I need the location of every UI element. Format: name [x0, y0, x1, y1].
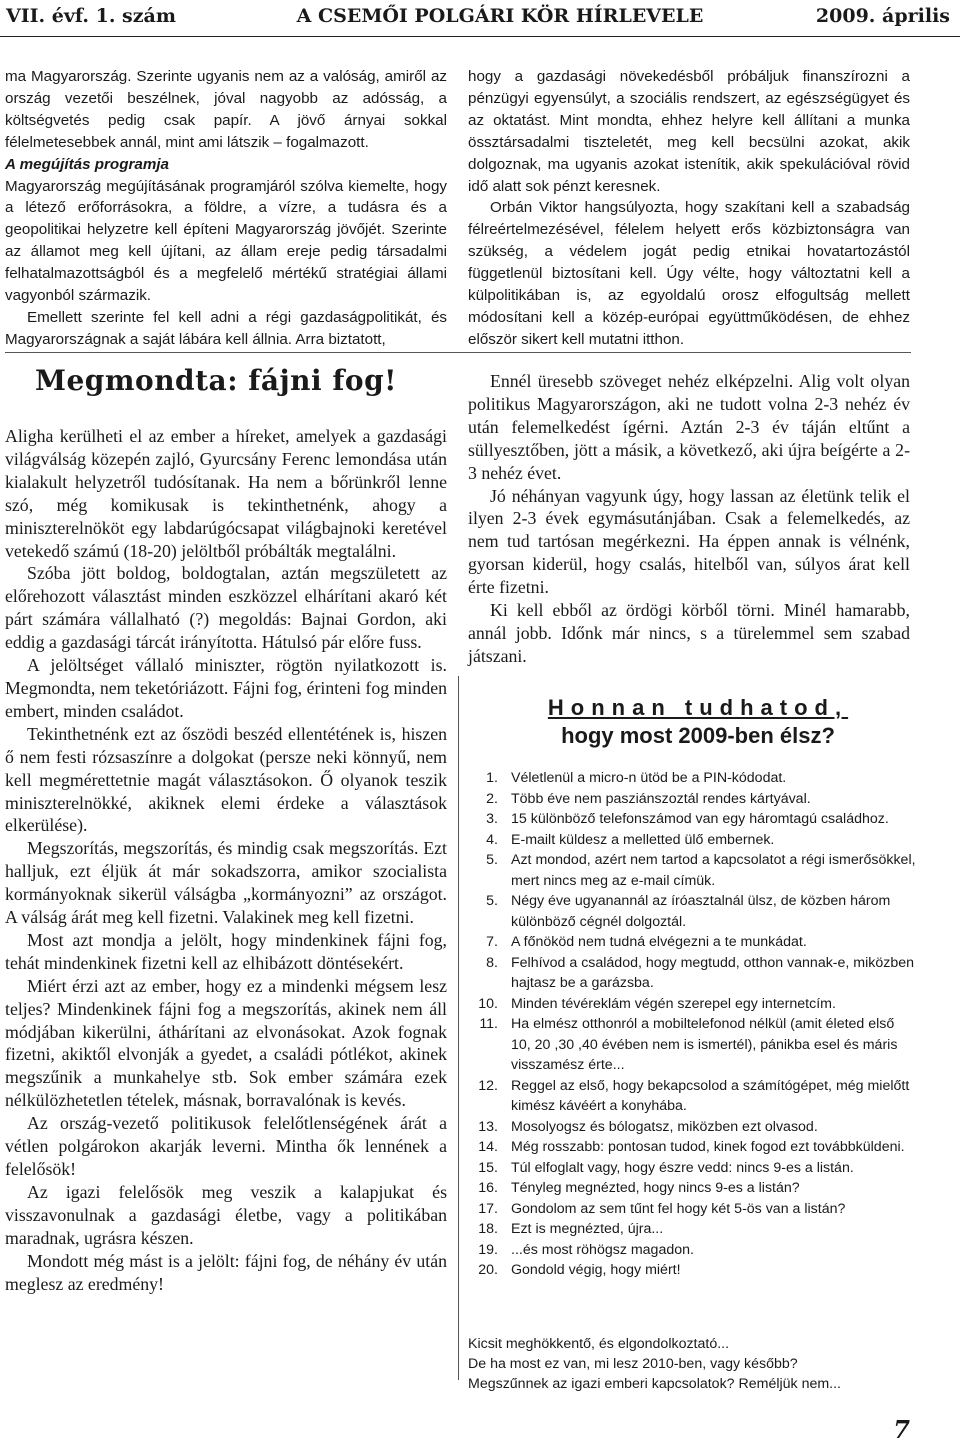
paragraph: Miért érzi azt az ember, hogy ez a mindenki mégsem lesz teljes? Mindenkinek fájni fog a megszorítás, akinek nem áll módjában kikerülni, áthárítani az elvonásokat. Azok fognak fizetni, akiktől elvonják a gyedet, a családi pótlékot, akinek megszűnik a munkahelye stb. Sok ember számára ezek nélkülözhetetlen tételek, másnak, borravalónak is kevés. — [5, 975, 447, 1111]
paragraph: Most azt mondja a jelölt, hogy mindenkinek fájni fog, tehát mindenkinek fizetni kell az elhibázott döntésekért. — [5, 929, 447, 973]
closing-line: De ha most ez van, mi lesz 2010-ben, vagy később? — [468, 1356, 798, 1372]
newsletter-title: A CSEMŐI POLGÁRI KÖR HÍRLEVELE — [296, 5, 704, 27]
list-item: 4. E-mailt küldesz a melletted ülő embernek. — [486, 831, 775, 848]
article-right-column — [468, 370, 910, 668]
column-rule — [458, 676, 459, 1380]
list-item: 8. Felhívod a családod, hogy megtudd, otthon vannak-e, miközben hajtasz be a garázsba. — [486, 954, 915, 991]
article-title: Megmondta: fájni fog! — [35, 364, 397, 397]
list-item: 18. Ezt is megnézted, újra... — [478, 1221, 664, 1237]
closing-line: Kicsit meghökkentő, és elgondolkoztató... — [468, 1336, 730, 1352]
paragraph: Szóba jött boldog, boldogtalan, aztán megszületett az előrehozott választást minden eszközzel elhárítani akaró két párt számára vállalható (?) megoldás: Bajnai Gordon, aki eddig a gazdasági tárcát irányította. Hátulsó pár előre fuss. — [5, 563, 447, 653]
section-subheading: A megújítás programja — [5, 155, 170, 173]
paragraph: Jó néhányan vagyunk úgy, hogy lassan az életünk telik el ilyen 2-3 évek egymásutánjában. Csak a felemelkedés, az nem tud tartósan megérkezni. Ha éppen annak is vélnénk, gyorsan kiderül, hogy csalás, hitelből van, súlyos árat kell érte fizetni. — [468, 485, 910, 598]
list-item: 3. 15 különböző telefonszámod van egy háromtagú családhoz. — [486, 811, 889, 827]
box-title-line1: Honnan tudhatod, — [547, 695, 849, 720]
paragraph: A jelöltséget vállaló miniszter, rögtön nyilatkozott is. Megmondta, nem teketóriázott. Fájni fog, érinteni fog minden embert, minden családot. — [5, 655, 447, 721]
list-item: 1. Véletlenül a micro-n ütöd be a PIN-kódodat. — [486, 770, 787, 786]
top-right-column — [468, 66, 910, 351]
section-divider — [5, 352, 911, 353]
issue-label: VII. évf. 1. szám — [6, 5, 176, 27]
list-item: 15. Túl elfoglalt vagy, hogy észre vedd: nincs 9-es a listán. — [478, 1159, 854, 1176]
page-number: 7 — [893, 1415, 910, 1444]
closing-line: Megszűnnek az igazi emberi kapcsolatok? Reméljük nem... — [468, 1376, 841, 1392]
list-item: 7. A főnököd nem tudná elvégezni a te munkádat. — [486, 934, 807, 950]
list-item: 13. Mosolyogsz és bólogatsz, miközben ezt olvasod. — [478, 1118, 818, 1135]
paragraph: Magyarország megújításának programjáról szólva kiemelte, hogy a létező erőforrásokra, a földre, a vízre, a tudásra és a geopolitikai helyzetre kell építeni Magyarország jövőjét. Szerinte az államot meg kell újítani, az állam ereje pedig társadalmi felhatalmazottságból és a megfelelő mértékű stratégiai állami vagyonból származik. — [5, 177, 447, 305]
top-left-column — [5, 66, 447, 351]
list-item: 14. Még rosszabb: pontosan tudod, kinek fogod ezt továbbküldeni. — [478, 1139, 905, 1155]
list-item: 5. Négy éve ugyanannál az íróasztalnál ülsz, de közben három különböző cégnél dolgoztál. — [486, 893, 891, 930]
paragraph: Az igazi felelősök meg veszik a kalapjukat és visszavonulnak a gazdasági életbe, vagy a politikában maradnak, ugrásra készen. — [5, 1181, 447, 1248]
paragraph: Ki kell ebből az ördögi körből törni. Minél hamarabb, annál jobb. Időnk már nincs, s a türelemmel sem szabad játszani. — [468, 600, 910, 666]
list-item: 10. Minden tévéreklám végén szerepel egy internetcím. — [478, 995, 836, 1012]
box-title-line2: hogy most 2009-ben élsz? — [561, 723, 835, 748]
paragraph: Emellett szerinte fel kell adni a régi gazdaságpolitikát, és Magyarországnak a saját lábára kell állnia. Arra biztatott, — [5, 308, 447, 348]
list-item: 20. Gondold végig, hogy miért! — [478, 1262, 681, 1278]
paragraph: Megszorítás, megszorítás, és mindig csak megszorítás. Ezt halljuk, ezt éljük át már sokadszorra, amikor szocialista kormányoknak sikerül válságba „kormányozni” az országot. A válság árát meg kell fizetni. Valakinek meg kell fizetni. — [5, 838, 447, 928]
list-item: 2. Több éve nem pasziánszoztál rendes kártyával. — [486, 790, 811, 807]
list-item: 5. Azt mondod, azért nem tartod a kapcsolatot a régi ismerősökkel, mert nincs meg az e-mail címük. — [486, 852, 916, 889]
list-item: 19. ...és most röhögsz magadon. — [478, 1241, 694, 1258]
paragraph: Az ország-vezető politikusok felelőtlenségének árát a vétlen polgárokon akarják leverni. Mintha ők lennének a felelősök! — [5, 1113, 447, 1179]
list-item: 11. Ha elmész otthonról a mobiltelefonod nélkül (amit életed első 10, 20 ,30 ,40 évében nem is ismertél), pánikba esel és máris visszamész érte... — [479, 1016, 898, 1073]
page-header — [0, 0, 960, 38]
paragraph: Orbán Viktor hangsúlyozta, hogy szakítani kell a szabadság félreértelmezésével, félelem helyett erős közbiztonságra van szükség, a védelem jogát pedig etnikai hovatartozástól függetlenül biztosítani kell. Úgy vélte, hogy változtatni kell a külpolitikában is, az egyoldalú orosz elfogultság mellett módosítani kell a közép-európai együttműködésen, de ehhez először sikert kell mutatni itthon. — [468, 199, 910, 348]
issue-date: 2009. április — [815, 5, 950, 27]
header-rule — [0, 36, 960, 37]
list-item: 16. Tényleg megnézted, hogy nincs 9-es a listán? — [478, 1180, 800, 1196]
tips-list — [468, 768, 916, 1281]
closing-remarks — [468, 1334, 928, 1394]
paragraph: Ennél üresebb szöveget nehéz elképzelni. Alig volt olyan politikus Magyarországon, aki ne tudott volna 2-3 nehéz év után felemelkedést ígérni. Aztán 2-3 év táján eltűnt a süllyesztőben, jött a másik, a következő, aki újra beígérte a 2-3 nehéz évet. — [468, 371, 910, 483]
sidebar-box-title — [458, 695, 938, 751]
paragraph: Aligha kerülheti el az ember a híreket, amelyek a gazdasági világválság közepén zajló, Gyurcsány Ferenc lemondása után kialakult helyzetről tudósítanak. Ha nem a bőrünkről lenne szó, még komikusak is tekinthetnénk, ahogy a miniszterelnököt egy labdarúgócsapat világbajnoki keretével vetekedő számú (18-20) jelöltből próbálták megtalálni. — [5, 426, 447, 561]
article-left-column — [5, 425, 447, 1295]
list-item: 17. Gondolom az sem tűnt fel hogy két 5-ös van a listán? — [478, 1200, 846, 1217]
list-item: 12. Reggel az első, hogy bekapcsolod a számítógépet, még mielőtt kimész kávéért a konyhába. — [478, 1077, 910, 1114]
paragraph: Tekinthetnénk ezt az őszödi beszéd ellentétének is, hiszen ő nem festi rózsaszínre a dolgokat (persze neki könnyű, nem kell megmérettetnie magát választásokon. Ő olyanok teszik miniszterelnökké, akiknek elemi érdeke a választások elkerülése). — [5, 723, 447, 836]
paragraph: Mondott még mást is a jelölt: fájni fog, de néhány év után meglesz az eredmény! — [5, 1250, 447, 1294]
paragraph: ma Magyarország. Szerinte ugyanis nem az a valóság, amiről az ország vezetői beszélnek, jóval nagyobb az adósság, a költségvetés pedig csak papír. A jövő árnyai sokkal félelmetesebbek annál, mint ami látszik – fogalmazott. — [5, 68, 447, 151]
paragraph: hogy a gazdasági növekedésből próbáljuk finanszírozni a pénzügyi egyensúlyt, a szociális rendszert, az egészségügyet és az oktatást. Mint mondta, ehhez helyre kell állítani a munka össztársadalmi tiszteletét, meg kell becsülni azokat, akik dolgoznak, ma ugyanis azokat istenítik, akik spekulációval rövid idő alatt sok pénzt keresnek. — [468, 68, 910, 195]
